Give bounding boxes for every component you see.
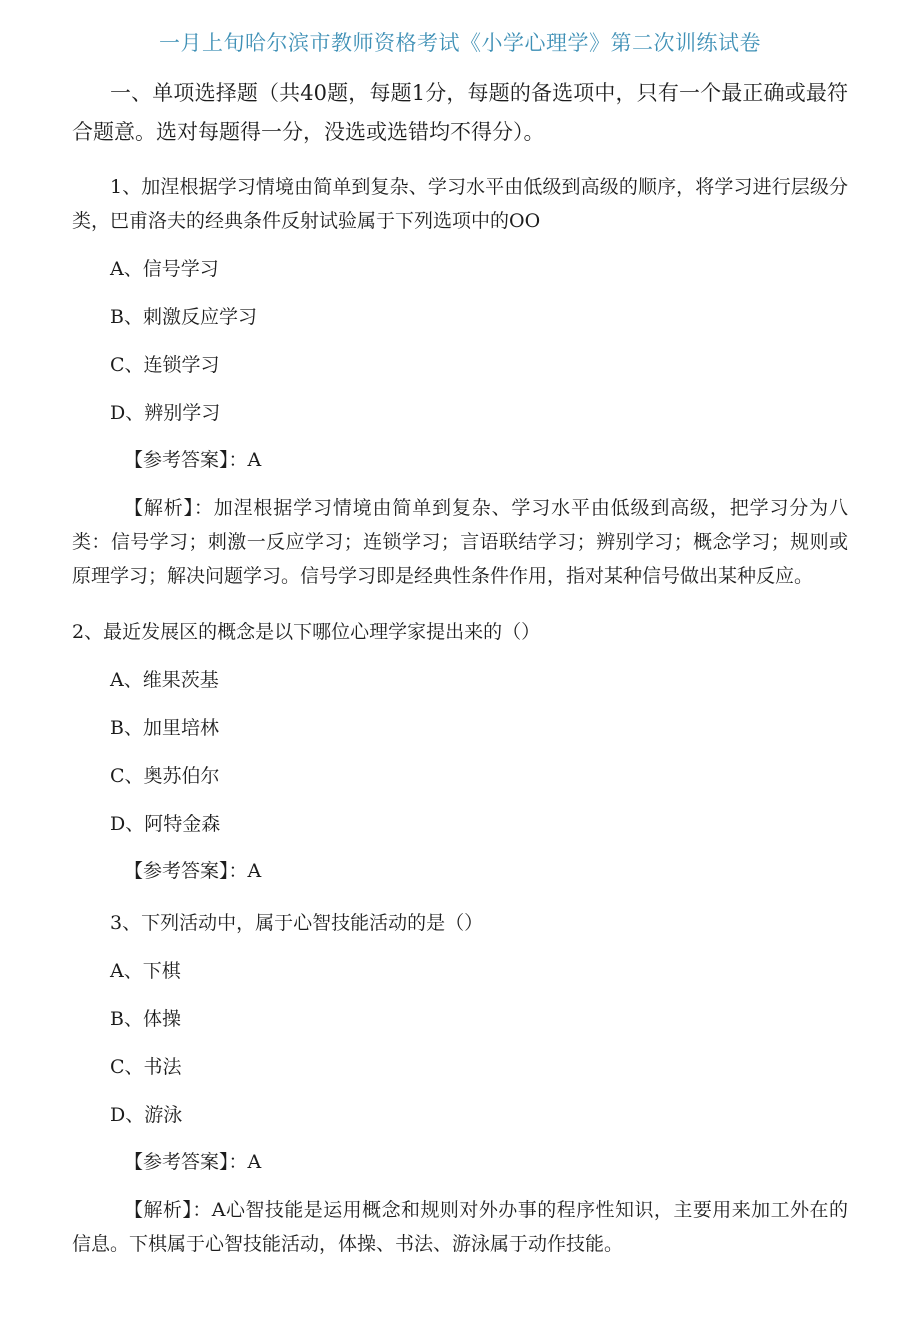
section-header: 一、单项选择题（共40题，每题1分，每题的备选项中，只有一个最正确或最符合题意。选对每题得一分，没选或选错均不得分）。 <box>72 81 848 144</box>
question-1-option-b: B、刺激反应学习 <box>110 306 257 328</box>
question-1-option-a: A、信号学习 <box>110 258 219 280</box>
question-2-option-a: A、维果茨基 <box>110 669 219 691</box>
question-3-option-a: A、下棋 <box>110 960 181 982</box>
question-3-option-c: C、书法 <box>110 1056 182 1078</box>
question-2-stem: 2、最近发展区的概念是以下哪位心理学家提出来的（） <box>72 621 541 643</box>
question-1-analysis: 【解析】：加涅根据学习情境由简单到复杂、学习水平由低级到高级，把学习分为八类：信号学习；刺激一反应学习；连锁学习；言语联结学习；辨别学习；概念学习；规则或原理学习；解决问题学习。信号学习即是经典性条件作用，指对某种信号做出某种反应。 <box>72 497 848 587</box>
question-3-stem: 3、下列活动中，属于心智技能活动的是（） <box>110 912 484 934</box>
document-title: 一月上旬哈尔滨市教师资格考试《小学心理学》第二次训练试卷 <box>159 31 761 55</box>
document-page <box>0 26 920 1261</box>
question-1-option-d: D、辨别学习 <box>110 402 221 424</box>
question-2-option-d: D、阿特金森 <box>110 813 221 835</box>
question-3-option-b: B、体操 <box>110 1008 181 1030</box>
question-2-option-c: C、奥苏伯尔 <box>110 765 220 787</box>
question-2-answer: 【参考答案】：A <box>124 860 262 882</box>
question-1-stem: 1、加涅根据学习情境由简单到复杂、学习水平由低级到高级的顺序，将学习进行层级分类，巴甫洛夫的经典条件反射试验属于下列选项中的OO <box>72 176 848 232</box>
question-3-analysis: 【解析】：A心智技能是运用概念和规则对外办事的程序性知识，主要用来加工外在的信息。下棋属于心智技能活动，体操、书法、游泳属于动作技能。 <box>72 1199 848 1255</box>
question-1-answer: 【参考答案】：A <box>124 449 262 471</box>
question-3-option-d: D、游泳 <box>110 1104 183 1126</box>
question-1-option-c: C、连锁学习 <box>110 354 220 376</box>
question-3-answer: 【参考答案】：A <box>124 1151 262 1173</box>
question-2-option-b: B、加里培林 <box>110 717 219 739</box>
